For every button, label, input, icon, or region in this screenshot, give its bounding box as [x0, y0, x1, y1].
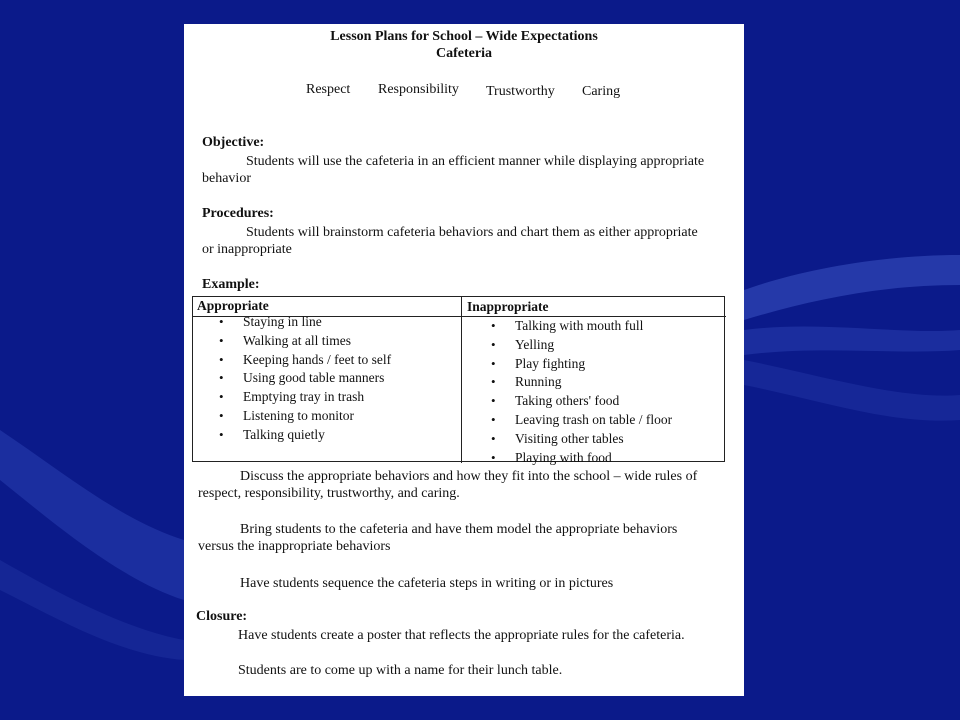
list-item: • Talking with mouth full: [489, 317, 672, 336]
list-item: • Taking others' food: [489, 392, 672, 411]
value-responsibility: Responsibility: [378, 82, 459, 97]
list-item: • Leaving trash on table / floor: [489, 411, 672, 430]
list-item: • Talking quietly: [217, 426, 391, 445]
objective-text: Students will use the cafeteria in an efficient manner while displaying appropriate: [246, 154, 705, 169]
inappropriate-list: [489, 317, 672, 467]
discuss-text-cont: respect, responsibility, trustworthy, and caring.: [198, 486, 460, 501]
bring-text-cont: versus the inappropriate behaviors: [198, 539, 391, 554]
procedures-text-cont: or inappropriate: [202, 242, 292, 257]
table-column-divider: [461, 297, 462, 463]
list-item: • Playing with food: [489, 449, 672, 468]
value-trustworthy: Trustworthy: [486, 84, 555, 99]
closure-text: Have students create a poster that reflects the appropriate rules for the cafeteria.: [238, 628, 685, 643]
inappropriate-header: Inappropriate: [467, 299, 549, 314]
lesson-plan-page: [184, 24, 744, 696]
sequence-text: Have students sequence the cafeteria steps in writing or in pictures: [240, 576, 614, 591]
value-respect: Respect: [306, 82, 351, 97]
procedures-heading: Procedures:: [202, 206, 274, 221]
list-item: • Walking at all times: [217, 332, 391, 351]
list-item: • Yelling: [489, 336, 672, 355]
list-item: • Play fighting: [489, 355, 672, 374]
behavior-table: [192, 296, 725, 465]
example-heading: Example:: [202, 277, 260, 292]
list-item: • Using good table manners: [217, 369, 391, 388]
procedures-text: Students will brainstorm cafeteria behaviors and chart them as either appropriate: [246, 225, 698, 240]
list-item: • Running: [489, 373, 672, 392]
list-item: • Keeping hands / feet to self: [217, 351, 391, 370]
list-item: • Staying in line: [217, 313, 391, 332]
value-caring: Caring: [582, 84, 621, 99]
document-subtitle: Cafeteria: [436, 46, 492, 61]
closure-heading: Closure:: [196, 609, 248, 624]
discuss-text: Discuss the appropriate behaviors and how they fit into the school – wide rules of: [240, 469, 698, 484]
closure-text-2: Students are to come up with a name for their lunch table.: [238, 663, 563, 678]
objective-heading: Objective:: [202, 135, 265, 150]
bring-text: Bring students to the cafeteria and have them model the appropriate behaviors: [240, 522, 678, 537]
list-item: • Emptying tray in trash: [217, 388, 391, 407]
objective-text-cont: behavior: [202, 171, 251, 186]
list-item: • Visiting other tables: [489, 430, 672, 449]
appropriate-header: Appropriate: [197, 298, 269, 313]
document-title: Lesson Plans for School – Wide Expectations: [330, 29, 598, 44]
list-item: • Listening to monitor: [217, 407, 391, 426]
appropriate-list: [217, 313, 391, 445]
